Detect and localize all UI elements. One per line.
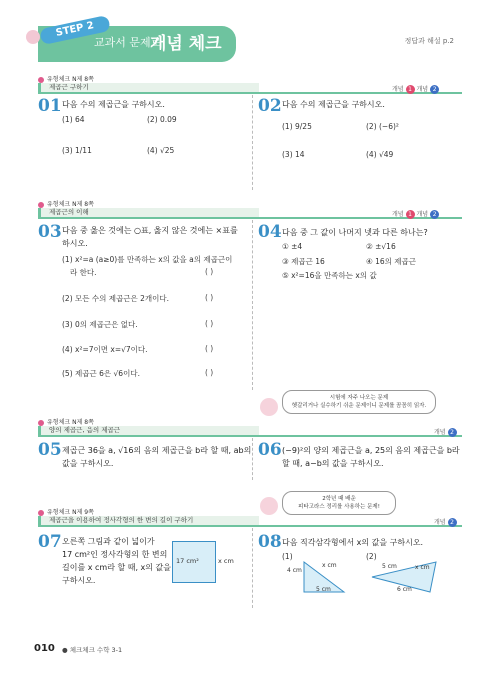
question-number: 03 — [38, 222, 62, 242]
question-number: 04 — [258, 222, 282, 242]
section-rule — [38, 525, 462, 527]
tip-bubble: 시험에 자주 나오는 문제 헷갈리거나 실수하기 쉬운 문제이니 문제를 꼼꼼히 읽자. — [282, 390, 436, 414]
side-label: x cm — [218, 557, 234, 565]
option: (3) 1/11 — [62, 146, 92, 155]
question-text: 다음 중 옳은 것에는 ○표, 옳지 않은 것에는 ×표를 하시오. — [62, 226, 238, 248]
option: ③ 제곱근 16 — [282, 257, 325, 266]
section-type-label: 유형체크 N제 8쪽 — [38, 417, 94, 426]
option: ① ±4 — [282, 242, 303, 251]
area-label: 17 cm² — [176, 557, 199, 565]
question-text: 다음 직각삼각형에서 x의 값을 구하시오. — [282, 538, 424, 547]
side-label: x cm — [322, 562, 337, 569]
type-icon — [38, 202, 44, 208]
concept-tags: 개념 1 개념 2 — [392, 209, 439, 219]
question-text: 제곱근 36을 a, √16의 음의 제곱근을 b라 할 때, ab의 — [62, 446, 252, 455]
question-number: 05 — [38, 440, 62, 460]
answer-blank[interactable]: ( ) — [205, 368, 214, 377]
question-text: 다음 중 그 값이 나머지 넷과 다른 하나는? — [282, 228, 428, 237]
column-divider — [252, 528, 253, 608]
question-number: 06 — [258, 440, 282, 460]
option: (2) 모든 수의 제곱근은 2개이다. — [62, 294, 170, 303]
side-label: x cm — [415, 564, 430, 571]
mascot-icon — [260, 398, 278, 416]
figure-label: (2) — [366, 552, 377, 561]
question-text: 다음 수의 제곱근을 구하시오. — [282, 100, 385, 109]
column-divider — [252, 95, 253, 190]
question-text: 값을 구하시오. — [62, 459, 114, 468]
question-text: 17 cm²인 정사각형의 한 변의 — [62, 550, 168, 559]
section-bar: 제곱근의 이해 — [38, 208, 259, 217]
answer-reference: 정답과 해설 p.2 — [404, 37, 454, 45]
figure-label: (1) — [282, 552, 293, 561]
side-label: 5 cm — [316, 586, 331, 593]
question-number: 07 — [38, 532, 62, 552]
question-text: 할 때, a−b의 값을 구하시오. — [282, 459, 384, 468]
option: ⑤ x²=16을 만족하는 x의 값 — [282, 271, 377, 280]
option: (1) x²=a (a≥0)를 만족하는 x의 값을 a의 제곱근이 — [62, 255, 233, 264]
question-text: 다음 수의 제곱근을 구하시오. — [62, 100, 165, 109]
mascot-icon — [26, 30, 40, 44]
mascot-icon — [260, 497, 278, 515]
side-label: 6 cm — [397, 586, 412, 593]
question-number: 02 — [258, 96, 282, 116]
header-subtitle: 교과서 문제로 — [94, 36, 162, 49]
section-type-label: 유형체크 N제 8쪽 — [38, 199, 94, 208]
option: (4) x²=7이면 x=√7이다. — [62, 345, 148, 354]
section-bar: 제곱근을 이용하여 정사각형의 한 변의 길이 구하기 — [38, 516, 259, 525]
type-icon — [38, 77, 44, 83]
question-number: 01 — [38, 96, 62, 116]
option: (4) √25 — [147, 146, 175, 155]
column-divider — [252, 438, 253, 480]
answer-blank[interactable]: ( ) — [205, 319, 214, 328]
option: (2) 0.09 — [147, 115, 177, 124]
option: (3) 14 — [282, 150, 305, 159]
option: ② ±√16 — [366, 242, 396, 251]
type-icon — [38, 510, 44, 516]
concept-tags: 개념 2 — [434, 427, 457, 437]
option: 라 한다. — [70, 268, 97, 277]
question-text: 오른쪽 그림과 같이 넓이가 — [62, 537, 155, 546]
option: (1) 9/25 — [282, 122, 312, 131]
section-type-label: 유형체크 N제 8쪽 — [38, 74, 94, 83]
type-icon — [38, 420, 44, 426]
concept-tags: 개념 1 개념 2 — [392, 84, 439, 94]
tip-bubble: 2학년 때 배운 피타고라스 정리를 사용하는 문제! — [282, 491, 396, 515]
side-label: 5 cm — [382, 563, 397, 570]
section-bar: 제곱근 구하기 — [38, 83, 259, 92]
question-text: 길이를 x cm라 할 때, x의 값을 — [62, 563, 172, 572]
section-rule — [38, 435, 462, 437]
section-type-label: 유형체크 N제 9쪽 — [38, 507, 94, 516]
concept-tags: 개념 2 — [434, 517, 457, 527]
option: (1) 64 — [62, 115, 85, 124]
book-title: ● 체크체크 수학 3-1 — [62, 646, 123, 654]
answer-blank[interactable]: ( ) — [205, 293, 214, 302]
option: ④ 16의 제곱근 — [366, 257, 417, 266]
option: (2) (−6)² — [366, 122, 399, 131]
answer-blank[interactable]: ( ) — [205, 267, 214, 276]
page-title: 개념 체크 — [150, 34, 222, 54]
question-number: 08 — [258, 532, 282, 552]
question-text: 구하시오. — [62, 576, 96, 585]
option: (5) 제곱근 6은 √6이다. — [62, 369, 140, 378]
question-text: (−9)²의 양의 제곱근을 a, 25의 음의 제곱근을 b라 — [282, 446, 460, 455]
side-label: 4 cm — [287, 567, 302, 574]
step-badge: STEP 2 — [39, 15, 111, 45]
option: (4) √49 — [366, 150, 394, 159]
option: (3) 0의 제곱근은 없다. — [62, 320, 138, 329]
answer-blank[interactable]: ( ) — [205, 344, 214, 353]
section-bar: 양의 제곱근, 음의 제곱근 — [38, 426, 259, 435]
page-number: 010 — [34, 643, 55, 654]
triangle-figures — [280, 555, 470, 600]
column-divider — [252, 220, 253, 390]
